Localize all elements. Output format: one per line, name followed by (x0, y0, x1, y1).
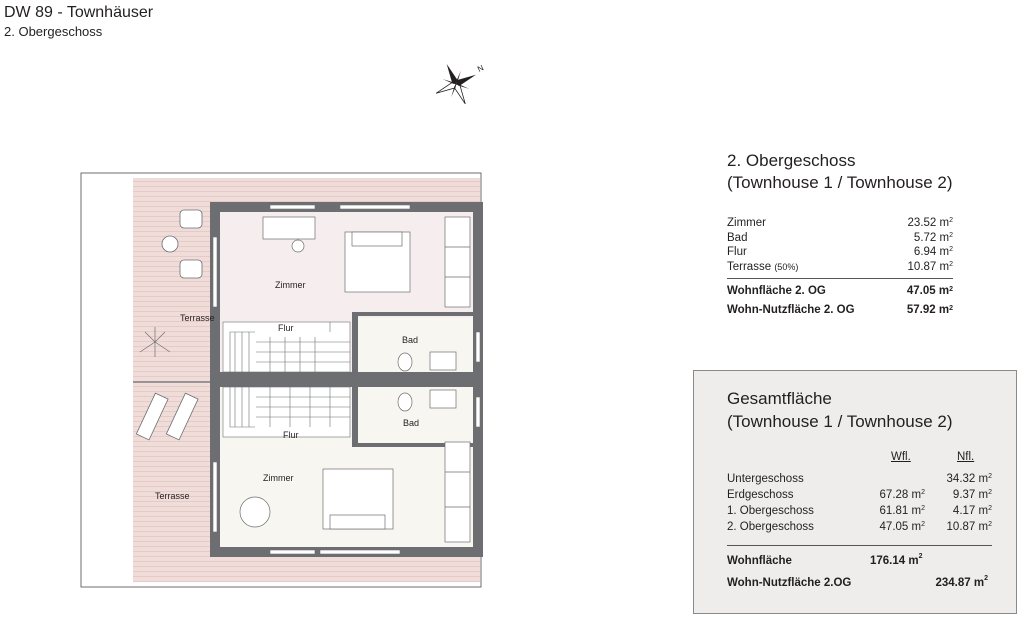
total-row-untergeschoss: Untergeschoss 34.32 $m^2$ (727, 473, 992, 485)
compass-rose-icon (430, 60, 494, 110)
total-row-1-obergeschoss: 1. Obergeschoss 61.81 $m^2$ 4.17 $m^2$ (727, 505, 992, 517)
column-header-nfl: Nfl. (957, 451, 975, 463)
label-zimmer-bottom: Zimmer (263, 473, 294, 483)
column-header-wfl: Wfl. (891, 451, 911, 463)
page-title: DW 89 - Townhäuser (4, 4, 154, 21)
floor-area-title (727, 150, 953, 194)
label-terrasse-top: Terrasse (180, 313, 215, 323)
total-row-wohn-nutzflaeche: Wohn-Nutzfläche 2.OG 234.87 $m^2$ (727, 575, 988, 589)
total-area-box (693, 370, 1017, 614)
floor-row-flur: Flur 6.94 $m^2$ (727, 246, 953, 258)
floor-separator (727, 278, 953, 279)
floor-area-title-line1: 2. Obergeschoss (727, 151, 856, 170)
compass-north-label: N (476, 63, 486, 74)
label-flur-top: Flur (278, 323, 294, 333)
floor-row-terrasse: Terrasse (50%) 10.87 $m^2$ (727, 260, 953, 273)
total-row-erdgeschoss: Erdgeschoss 67.28 $m^2$ 9.37 $m^2$ (727, 489, 992, 501)
floor-area-table (727, 216, 953, 320)
label-bad-top: Bad (402, 335, 419, 345)
floor-plan (80, 172, 490, 592)
total-area-title-line1: Gesamtfläche (727, 389, 832, 408)
page-subtitle: 2. Obergeschoss (4, 24, 103, 39)
total-area-title-line2: (Townhouse 1 / Townhouse 2) (727, 412, 953, 431)
total-area-title (727, 387, 953, 433)
floor-row-wohnflaeche: Wohnfläche 2. OG 47.05 $m^2$ (727, 285, 953, 297)
total-row-wohnflaeche: Wohnfläche 176.14 $m^2$ (727, 553, 923, 567)
total-row-2-obergeschoss: 2. Obergeschoss 47.05 $m^2$ 10.87 $m^2$ (727, 521, 992, 533)
label-terrasse-bottom: Terrasse (155, 491, 190, 501)
floor-row-bad: Bad 5.72 $m^2$ (727, 231, 953, 244)
label-bad-bottom: Bad (403, 418, 420, 428)
floor-area-title-line2: (Townhouse 1 / Townhouse 2) (727, 173, 953, 192)
floor-row-zimmer: Zimmer 23.52 $m^2$ (727, 217, 953, 229)
label-flur-bottom: Flur (283, 430, 299, 440)
floor-row-wohn-nutzflaeche: Wohn-Nutzfläche 2. OG 57.92 $m^2$ (727, 304, 953, 316)
total-separator (727, 545, 992, 546)
label-zimmer-top: Zimmer (275, 280, 306, 290)
